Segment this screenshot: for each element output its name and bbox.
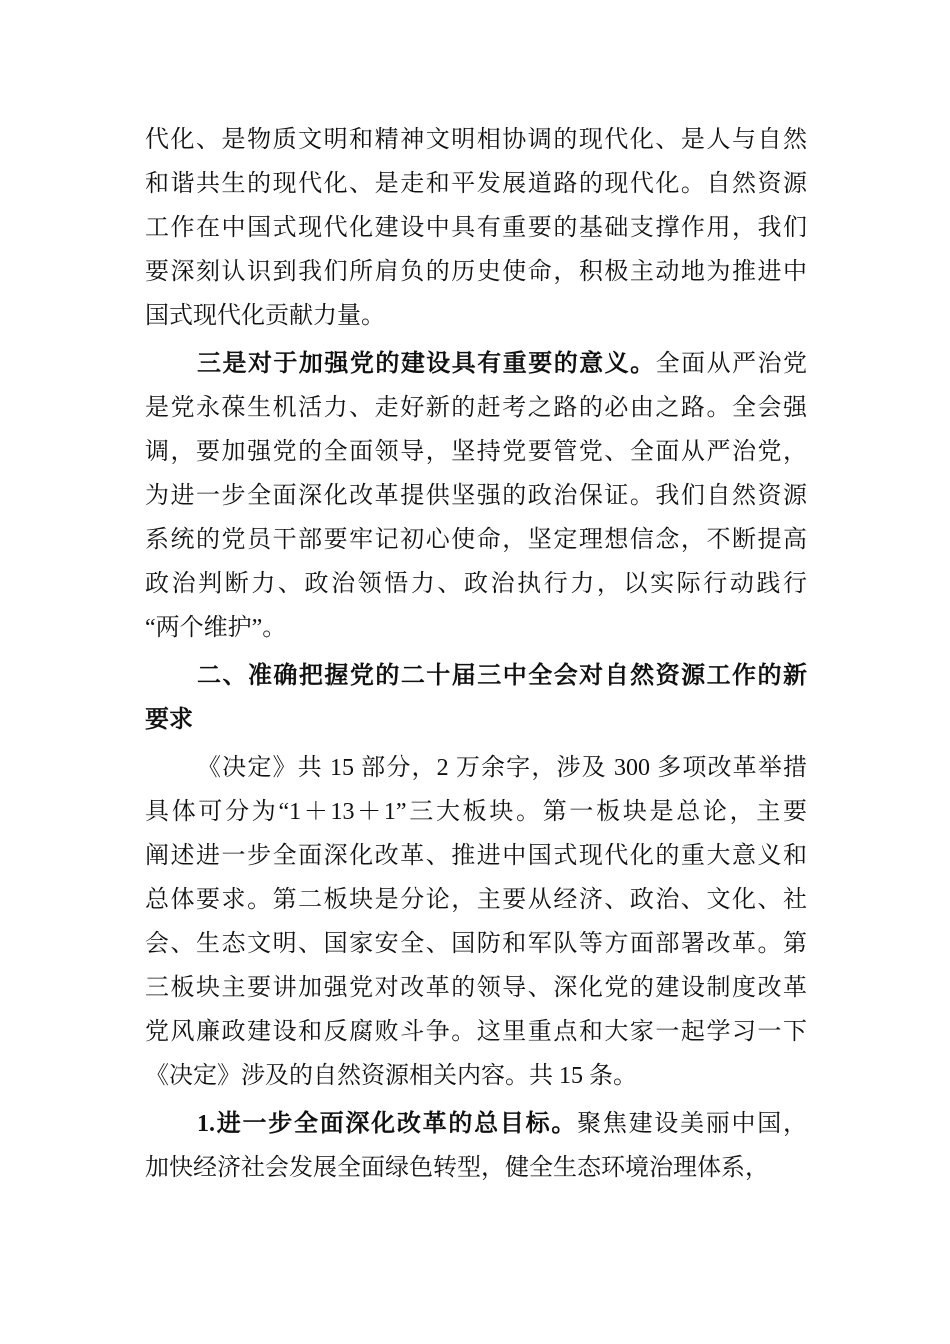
text-segment: 要求	[145, 706, 193, 733]
document-page	[145, 118, 807, 1194]
text-segment: 代化、是物质文明和精神文明相协调的现代化、是人与自然	[145, 127, 807, 153]
text-line	[145, 118, 807, 162]
text-segment: 《决定》涉及的自然资源相关内容。共 15 条。	[145, 1063, 637, 1089]
text-segment: 国式现代化贡献力量。	[145, 303, 385, 329]
text-line	[145, 654, 807, 698]
text-segment: 工作在中国式现代化建设中具有重要的基础支撑作用，我们	[145, 215, 807, 241]
text-line	[145, 1010, 807, 1054]
text-segment: 二、准确把握党的二十届三中全会对自然资源工作的新	[197, 662, 807, 689]
text-line	[145, 1102, 807, 1146]
text-line	[145, 698, 807, 742]
text-segment: 系统的党员干部要牢记初心使命，坚定理想信念，不断提高	[145, 527, 807, 553]
text-segment: 调，要加强党的全面领导，坚持党要管党、全面从严治党，	[145, 439, 807, 465]
text-line	[145, 746, 807, 790]
text-line	[145, 878, 807, 922]
paragraph	[145, 1102, 807, 1190]
text-segment: 阐述进一步全面深化改革、推进中国式现代化的重大意义和	[145, 843, 807, 869]
paragraph	[145, 118, 807, 338]
text-line	[145, 562, 807, 606]
text-segment: 党风廉政建设和反腐败斗争。这里重点和大家一起学习一下	[145, 1019, 807, 1045]
text-line	[145, 606, 807, 650]
text-line	[145, 474, 807, 518]
text-segment: 聚焦建设美丽中国，	[577, 1111, 808, 1137]
text-segment: 具体可分为“1＋13＋1”三大板块。第一板块是总论，主要	[145, 799, 807, 825]
text-line	[145, 1054, 807, 1098]
text-line	[145, 922, 807, 966]
text-line	[145, 966, 807, 1010]
bold-lead-text: 三是对于加强党的建设具有重要的意义。	[197, 351, 656, 377]
text-segment: 《决定》共 15 部分，2 万余字，涉及 300 多项改革举措	[197, 755, 807, 781]
paragraph	[145, 342, 807, 650]
text-segment: 会、生态文明、国家安全、国防和军队等方面部署改革。第	[145, 931, 807, 957]
text-line	[145, 386, 807, 430]
text-segment: 为进一步全面深化改革提供坚强的政治保证。我们自然资源	[145, 483, 807, 509]
text-line	[145, 518, 807, 562]
text-line	[145, 162, 807, 206]
bold-lead-text: 1.进一步全面深化改革的总目标。	[197, 1111, 578, 1137]
section-heading	[145, 654, 807, 742]
text-segment: 总体要求。第二板块是分论，主要从经济、政治、文化、社	[145, 887, 807, 913]
text-segment: “两个维护”。	[145, 615, 287, 641]
text-segment: 和谐共生的现代化、是走和平发展道路的现代化。自然资源	[145, 171, 807, 197]
text-segment: 三板块主要讲加强党对改革的领导、深化党的建设制度改革	[145, 975, 807, 1001]
text-line	[145, 250, 807, 294]
text-segment: 是党永葆生机活力、走好新的赶考之路的必由之路。全会强	[145, 395, 807, 421]
text-segment: 要深刻认识到我们所肩负的历史使命，积极主动地为推进中	[145, 259, 807, 285]
text-segment: 全面从严治党	[655, 351, 808, 377]
text-line	[145, 790, 807, 834]
text-line	[145, 342, 807, 386]
paragraph	[145, 746, 807, 1098]
text-line	[145, 206, 807, 250]
text-segment: 加快经济社会发展全面绿色转型，健全生态环境治理体系，	[145, 1155, 769, 1181]
text-line	[145, 430, 807, 474]
text-line	[145, 1146, 807, 1190]
text-segment: 政治判断力、政治领悟力、政治执行力，以实际行动践行	[145, 571, 807, 597]
text-line	[145, 294, 807, 338]
text-line	[145, 834, 807, 878]
